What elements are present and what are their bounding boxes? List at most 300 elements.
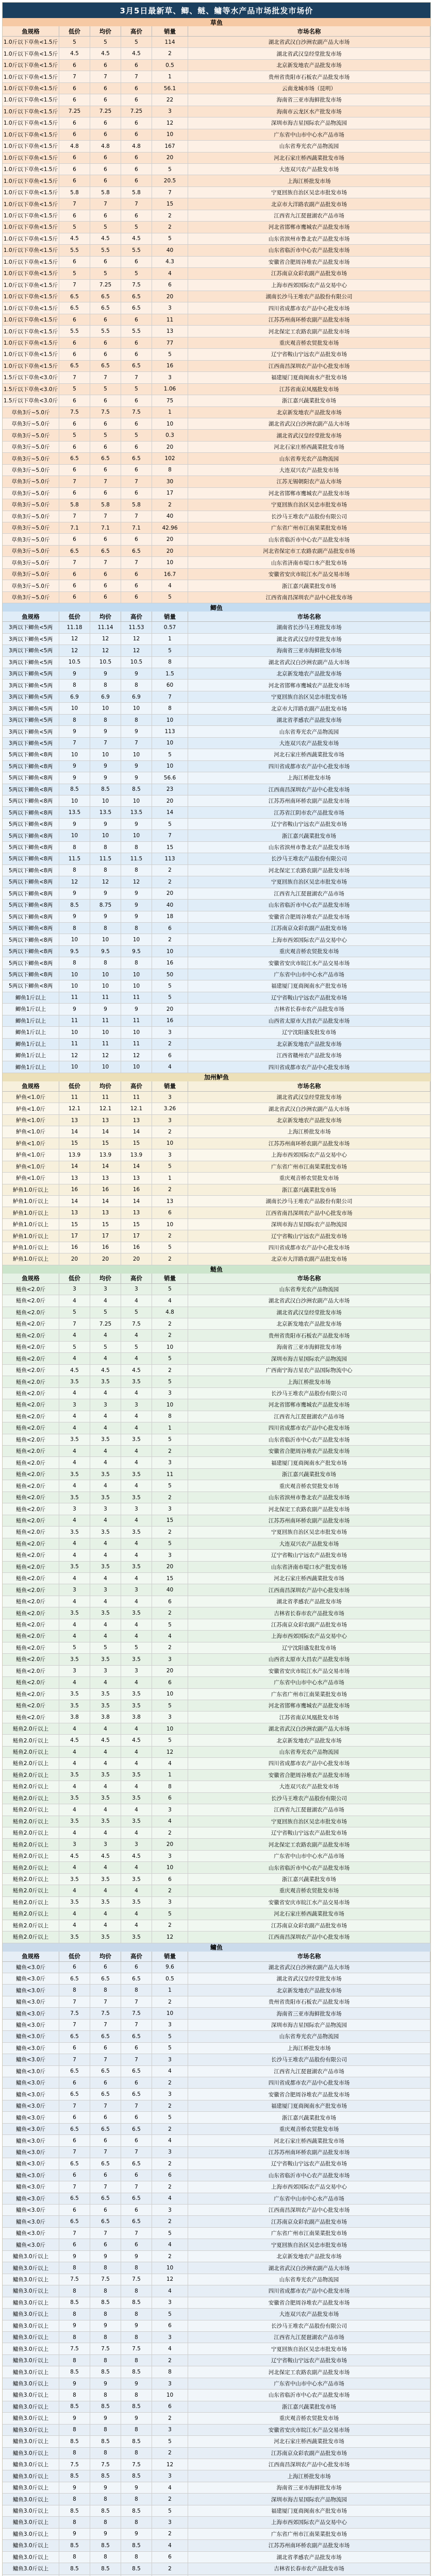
- cell-low: 10: [59, 795, 90, 807]
- cell-spec: 鲢鱼2.0斤以上: [3, 1851, 59, 1862]
- cell-market: 海南省三亚市海鲜批发市场: [188, 2482, 430, 2494]
- cell-low: 7.5: [59, 2459, 90, 2470]
- cell-volume: 5: [152, 1735, 188, 1746]
- cell-high: 16: [121, 1242, 152, 1253]
- cell-market: 江苏南京众彩农副产品批发市场: [188, 923, 430, 934]
- table-row: [3, 511, 430, 522]
- cell-volume: 2: [152, 2529, 188, 2540]
- cell-avg: 10: [90, 1061, 121, 1073]
- table-row: [3, 2100, 430, 2112]
- cell-volume: 4.3: [152, 257, 188, 268]
- cell-high: 8: [121, 957, 152, 969]
- cell-spec: 鲈鱼<1.0斤: [3, 1092, 59, 1103]
- cell-market: 四川省成都市农产品中心批发市场: [188, 2285, 430, 2297]
- cell-avg: 7: [90, 476, 121, 487]
- table-row: [3, 726, 430, 737]
- cell-low: 9: [59, 668, 90, 680]
- header-high: 高价: [121, 1081, 152, 1092]
- cell-avg: 4: [90, 1480, 121, 1492]
- cell-high: 7.5: [121, 2343, 152, 2354]
- cell-low: 5: [59, 1642, 90, 1654]
- cell-high: 8.5: [121, 2505, 152, 2517]
- cell-avg: 5.8: [90, 187, 121, 198]
- cell-market: 安徽省合肥周谷堆农产品批发市场: [188, 1770, 430, 1781]
- cell-market: 上海市西郊国际农产品交易中心: [188, 934, 430, 945]
- cell-spec: 鳙鱼3.0斤以上: [3, 2448, 59, 2459]
- cell-spec: 1.0斤以下草鱼<1.5斤: [3, 280, 59, 291]
- cell-high: 6: [121, 2077, 152, 2089]
- table-row: [3, 2320, 430, 2332]
- cell-low: 11: [59, 1015, 90, 1027]
- cell-high: 4: [121, 1631, 152, 1642]
- cell-high: 9: [121, 772, 152, 784]
- cell-spec: 鳙鱼3.0斤以上: [3, 2459, 59, 2470]
- cell-avg: 3: [90, 1503, 121, 1515]
- table-row: [3, 1862, 430, 1873]
- cell-volume: 2: [152, 2448, 188, 2459]
- cell-avg: 13: [90, 1207, 121, 1218]
- table-row: [3, 1827, 430, 1839]
- table-row: [3, 384, 430, 395]
- cell-spec: 1.0斤以下草鱼<1.5斤: [3, 210, 59, 222]
- cell-high: 3: [121, 1584, 152, 1596]
- cell-high: 6.5: [121, 2193, 152, 2205]
- table-row: [3, 291, 430, 302]
- cell-spec: 鲢鱼<2.0斤: [3, 1399, 59, 1411]
- cell-high: 4: [121, 1295, 152, 1307]
- cell-spec: 鲢鱼<2.0斤: [3, 1411, 59, 1422]
- cell-market: 安徽省合肥周谷堆农产品批发市场: [188, 2089, 430, 2100]
- cell-market: 四川省成都市农产品中心批发市场: [188, 1061, 430, 1073]
- cell-market: 辽宁沈阳盛发批发市场: [188, 1642, 430, 1654]
- table-row: [3, 1330, 430, 1341]
- cell-volume: 5: [152, 2309, 188, 2320]
- cell-high: 11.53: [121, 622, 152, 633]
- cell-avg: 4: [90, 1422, 121, 1434]
- cell-high: 6: [121, 337, 152, 349]
- cell-spec: 5两以下鲫鱼<8两: [3, 923, 59, 934]
- cell-spec: 鳙鱼3.0斤以上: [3, 2378, 59, 2389]
- cell-high: 3.5: [121, 1607, 152, 1619]
- cell-high: 9: [121, 900, 152, 911]
- table-row: [3, 48, 430, 59]
- cell-high: 4: [121, 1388, 152, 1399]
- cell-low: 9: [59, 726, 90, 737]
- table-row: [3, 1973, 430, 1985]
- cell-volume: 15: [152, 1573, 188, 1584]
- cell-spec: 1.0斤以下草鱼<1.5斤: [3, 71, 59, 82]
- cell-spec: 鳙鱼<3.0斤: [3, 2193, 59, 2205]
- cell-spec: 鳙鱼<3.0斤: [3, 2239, 59, 2250]
- cell-avg: 3: [90, 1839, 121, 1850]
- cell-market: 福建厦门夏商闽南水产批发市场: [188, 980, 430, 992]
- cell-spec: 鳙鱼<3.0斤: [3, 2043, 59, 2054]
- table-row: [3, 1422, 430, 1434]
- table-row: [3, 784, 430, 795]
- cell-low: 6: [59, 2205, 90, 2216]
- cell-low: 6.5: [59, 546, 90, 557]
- cell-market: 浙江嘉兴蔬菜批发市场: [188, 1184, 430, 1196]
- cell-high: 10: [121, 830, 152, 841]
- cell-high: 9: [121, 2320, 152, 2332]
- cell-high: 4: [121, 1908, 152, 1920]
- section-title: 加州鲈鱼: [3, 1073, 430, 1081]
- table-row: [3, 2309, 430, 2320]
- cell-volume: 3: [152, 1711, 188, 1723]
- cell-avg: 10: [90, 795, 121, 807]
- cell-low: 7.5: [59, 2274, 90, 2285]
- cell-market: 贵州省贵阳市石板农产品批发市场: [188, 71, 430, 82]
- cell-avg: 9: [90, 2529, 121, 2540]
- cell-volume: 1: [152, 1422, 188, 1434]
- cell-high: 6: [121, 2239, 152, 2250]
- cell-market: 河北保定工农路农副产品批发市场: [188, 326, 430, 337]
- table-row: [3, 1295, 430, 1307]
- cell-avg: 9: [90, 1004, 121, 1015]
- cell-avg: 6.5: [90, 2158, 121, 2170]
- cell-high: 3.5: [121, 1434, 152, 1446]
- cell-market: 山东省滨州市鲁北农产品批发市场: [188, 1492, 430, 1503]
- cell-high: 8: [121, 680, 152, 691]
- cell-low: 9: [59, 1004, 90, 1015]
- cell-volume: 3: [152, 1654, 188, 1665]
- cell-market: 河北保定工农路农副产品批发市场: [188, 1503, 430, 1515]
- cell-high: 4: [121, 1885, 152, 1896]
- cell-volume: 5: [152, 2436, 188, 2447]
- cell-spec: 鲢鱼2.0斤以上: [3, 1827, 59, 1839]
- cell-market: 江西省九江琵琶湖农产品市场: [188, 1411, 430, 1422]
- cell-low: 6.5: [59, 361, 90, 372]
- cell-low: 6: [59, 442, 90, 453]
- cell-volume: 75: [152, 395, 188, 406]
- cell-low: 12.1: [59, 1103, 90, 1114]
- cell-high: 6.5: [121, 2124, 152, 2135]
- cell-spec: 1.0斤以下草鱼<1.5斤: [3, 257, 59, 268]
- cell-market: 江西南昌深圳农产品中心批发市场: [188, 2459, 430, 2470]
- cell-market: 河北石家庄桥西蔬菜批发市场: [188, 1573, 430, 1584]
- cell-market: 山东省寿光农产品物流园: [188, 1747, 430, 1758]
- cell-volume: 5: [152, 349, 188, 360]
- cell-volume: 6: [152, 923, 188, 934]
- cell-high: 12: [121, 876, 152, 888]
- cell-avg: 4: [90, 1723, 121, 1735]
- table-row: [3, 1492, 430, 1503]
- cell-avg: 8: [90, 680, 121, 691]
- cell-spec: 鲢鱼<2.0斤: [3, 1711, 59, 1723]
- cell-market: 安徽省安庆市皖江水产品交易市场: [188, 569, 430, 580]
- header-spec: 鱼规格: [3, 26, 59, 37]
- cell-volume: 2: [152, 499, 188, 511]
- cell-market: 长沙马王堆农产品股份有限公司: [188, 853, 430, 865]
- cell-spec: 鲢鱼<2.0斤: [3, 1619, 59, 1631]
- cell-avg: 11.5: [90, 853, 121, 865]
- cell-volume: 15: [152, 842, 188, 853]
- cell-market: 山西省太原市大昌农产品批发市场: [188, 1015, 430, 1027]
- cell-spec: 3两以下鲫鱼<5两: [3, 622, 59, 633]
- cell-high: 10: [121, 703, 152, 714]
- cell-spec: 鲢鱼2.0斤以上: [3, 1804, 59, 1816]
- cell-market: 江苏省南京凤凰批发市场: [188, 1711, 430, 1723]
- cell-volume: 20: [152, 152, 188, 164]
- cell-market: 上海江桥批发市场: [188, 175, 430, 187]
- cell-market: 安徽省安庆市皖江水产品交易市场: [188, 1897, 430, 1908]
- cell-spec: 1.0斤以下草鱼<1.5斤: [3, 175, 59, 187]
- cell-volume: 6: [152, 2552, 188, 2563]
- cell-avg: 10: [90, 1027, 121, 1038]
- cell-volume: 2: [152, 1642, 188, 1654]
- cell-spec: 鲢鱼<2.0斤: [3, 1284, 59, 1295]
- cell-volume: 113: [152, 726, 188, 737]
- cell-spec: 鲈鱼1.0斤以上: [3, 1253, 59, 1265]
- cell-market: 山东省临沂市中心农产品批发市场: [188, 1434, 430, 1446]
- cell-avg: 9: [90, 2413, 121, 2424]
- cell-spec: 草鱼3斤~5.0斤: [3, 499, 59, 511]
- cell-high: 7: [121, 2054, 152, 2065]
- cell-spec: 1.0斤以下草鱼<1.5斤: [3, 314, 59, 326]
- cell-spec: 5两以下鲫鱼<8两: [3, 888, 59, 900]
- cell-high: 7: [121, 2100, 152, 2112]
- cell-high: 3: [121, 1503, 152, 1515]
- cell-avg: 7.25: [90, 1318, 121, 1330]
- cell-avg: 6: [90, 580, 121, 591]
- table-row: [3, 361, 430, 372]
- cell-high: 9.5: [121, 946, 152, 957]
- cell-low: 9: [59, 2529, 90, 2540]
- cell-avg: 6: [90, 94, 121, 106]
- cell-market: 浙江嘉兴蔬菜批发市场: [188, 395, 430, 406]
- cell-volume: 3: [152, 1897, 188, 1908]
- cell-low: 6: [59, 488, 90, 499]
- cell-volume: 6: [152, 1874, 188, 1885]
- cell-low: 4.5: [59, 233, 90, 245]
- cell-avg: 12.1: [90, 1103, 121, 1114]
- cell-avg: 5.5: [90, 326, 121, 337]
- cell-market: 湖北省武汉白沙洲农副产品大市场: [188, 418, 430, 430]
- cell-market: 江西省九江琵琶湖农产品市场: [188, 1804, 430, 1816]
- cell-volume: 4: [152, 1631, 188, 1642]
- cell-low: 10: [59, 934, 90, 945]
- cell-low: 7: [59, 2228, 90, 2239]
- cell-low: 4: [59, 1677, 90, 1688]
- cell-low: 8: [59, 923, 90, 934]
- cell-high: 14: [121, 1126, 152, 1138]
- cell-spec: 鳙鱼3.0斤以上: [3, 2425, 59, 2436]
- table-row: [3, 465, 430, 476]
- table-row: [3, 1654, 430, 1665]
- cell-low: 9: [59, 761, 90, 772]
- cell-high: 6.5: [121, 302, 152, 314]
- cell-market: 山东省滨州市鲁北农产品批发市场: [188, 842, 430, 853]
- cell-spec: 鲈鱼1.0斤以上: [3, 1207, 59, 1218]
- cell-spec: 草鱼3斤~5.0斤: [3, 453, 59, 464]
- cell-high: 9: [121, 761, 152, 772]
- cell-market: 北京市大洋路农副产品批发市场: [188, 703, 430, 714]
- cell-low: 6: [59, 175, 90, 187]
- table-row: [3, 268, 430, 279]
- table-row: [3, 1376, 430, 1387]
- cell-avg: 6: [90, 418, 121, 430]
- cell-spec: 3两以下鲫鱼<5两: [3, 680, 59, 691]
- header-market: 市场名称: [188, 1274, 430, 1284]
- cell-market: 湖北省武汉白沙洲农副产品大市场: [188, 37, 430, 48]
- cell-volume: 3: [152, 1149, 188, 1161]
- cell-volume: 15: [152, 1515, 188, 1527]
- cell-spec: 鲢鱼2.0斤以上: [3, 1793, 59, 1804]
- cell-market: 山东省寿光农产品物流园: [188, 141, 430, 152]
- cell-volume: 2: [152, 210, 188, 222]
- cell-high: 4: [121, 1827, 152, 1839]
- cell-volume: 2: [152, 2100, 188, 2112]
- cell-high: 5: [121, 1342, 152, 1353]
- cell-low: 10: [59, 830, 90, 841]
- cell-low: 4.5: [59, 48, 90, 59]
- cell-volume: 4: [152, 1061, 188, 1073]
- cell-market: 贵州省贵阳市石板农产品批发市场: [188, 1330, 430, 1341]
- table-row: [3, 2297, 430, 2309]
- table-row: [3, 395, 430, 406]
- header-low: 低价: [59, 1081, 90, 1092]
- cell-volume: 3: [152, 1503, 188, 1515]
- cell-low: 3.5: [59, 1793, 90, 1804]
- cell-market: 浙江嘉兴蔬菜批发市场: [188, 1469, 430, 1480]
- cell-avg: 6: [90, 534, 121, 545]
- cell-high: 9: [121, 2413, 152, 2424]
- cell-volume: 5: [152, 819, 188, 830]
- cell-high: 6: [121, 2170, 152, 2181]
- cell-market: 宁夏回族自治区吴忠市批发市场: [188, 499, 430, 511]
- cell-spec: 鳙鱼<3.0斤: [3, 2170, 59, 2181]
- cell-high: 4: [121, 1804, 152, 1816]
- cell-spec: 鳙鱼<3.0斤: [3, 2181, 59, 2193]
- cell-avg: 8: [90, 2389, 121, 2401]
- cell-avg: 3: [90, 1284, 121, 1295]
- cell-volume: 2: [152, 1885, 188, 1896]
- table-row: [3, 2552, 430, 2563]
- table-row: [3, 1527, 430, 1538]
- table-row: [3, 830, 430, 841]
- cell-market: 河北保定工农路农副产品批发市场: [188, 865, 430, 876]
- cell-market: 上海市西郊国际农产品交易中心: [188, 2181, 430, 2193]
- table-row: [3, 2239, 430, 2250]
- cell-avg: 8.5: [90, 2563, 121, 2574]
- cell-spec: 鲢鱼<2.0斤: [3, 1330, 59, 1341]
- cell-spec: 鲢鱼<2.0斤: [3, 1469, 59, 1480]
- table-row: [3, 1770, 430, 1781]
- cell-market: 湖北省武汉皇经堂批发市场: [188, 1307, 430, 1318]
- cell-high: 7: [121, 198, 152, 210]
- cell-spec: 鳙鱼3.0斤以上: [3, 2505, 59, 2517]
- cell-market: 江苏省江阴市农产品批发市场: [188, 807, 430, 818]
- cell-market: 山东省寿光农产品物流园: [188, 453, 430, 464]
- cell-market: 安徽省合肥周谷堆农产品批发市场: [188, 257, 430, 268]
- cell-low: 10: [59, 703, 90, 714]
- cell-volume: 8: [152, 465, 188, 476]
- cell-high: 8: [121, 2332, 152, 2343]
- cell-market: 上海江桥批发市场: [188, 1376, 430, 1387]
- table-row: [3, 2482, 430, 2494]
- cell-market: 上海市西郊国际农产品交易中心: [188, 1149, 430, 1161]
- cell-volume: 3.26: [152, 1103, 188, 1114]
- section-1: [3, 603, 430, 1073]
- table-row: [3, 819, 430, 830]
- cell-low: 9: [59, 911, 90, 923]
- cell-market: 北京市大洋路农副产品批发市场: [188, 198, 430, 210]
- cell-low: 4: [59, 1908, 90, 1920]
- table-row: [3, 934, 430, 945]
- cell-high: 7: [121, 511, 152, 522]
- cell-volume: 10: [152, 1342, 188, 1353]
- table-row: [3, 992, 430, 1004]
- cell-spec: 5两以下鲫鱼<8两: [3, 980, 59, 992]
- header-low: 低价: [59, 1952, 90, 1962]
- cell-low: 3: [59, 1399, 90, 1411]
- cell-market: 安徽省安庆市皖江水产品交易市场: [188, 957, 430, 969]
- cell-high: 4.5: [121, 1851, 152, 1862]
- cell-volume: 14: [152, 807, 188, 818]
- cell-spec: 鳙鱼<3.0斤: [3, 2158, 59, 2170]
- cell-low: 8: [59, 2285, 90, 2297]
- cell-avg: 4: [90, 1862, 121, 1873]
- cell-market: 河北石家庄桥西蔬菜批发市场: [188, 152, 430, 164]
- cell-volume: 10: [152, 715, 188, 726]
- cell-spec: 鳙鱼<3.0斤: [3, 2054, 59, 2065]
- cell-spec: 鲢鱼2.0斤以上: [3, 1931, 59, 1943]
- cell-avg: 4: [90, 1457, 121, 1468]
- cell-volume: 2: [152, 876, 188, 888]
- table-row: [3, 280, 430, 291]
- cell-avg: 9: [90, 772, 121, 784]
- cell-high: 6.5: [121, 546, 152, 557]
- cell-volume: 3: [152, 1457, 188, 1468]
- cell-low: 10.5: [59, 657, 90, 668]
- cell-high: 6: [121, 2135, 152, 2146]
- section-4: [3, 1943, 430, 2576]
- cell-high: 6: [121, 465, 152, 476]
- cell-avg: 6: [90, 60, 121, 71]
- table-row: [3, 1365, 430, 1376]
- cell-avg: 4: [90, 1827, 121, 1839]
- table-row: [3, 2193, 430, 2205]
- cell-market: 上海江桥批发市场: [188, 1126, 430, 1138]
- cell-high: 7: [121, 2147, 152, 2158]
- cell-volume: 50: [152, 969, 188, 980]
- cell-market: 福建厦门夏商闽南水产批发市场: [188, 1457, 430, 1468]
- cell-market: 长沙马王堆农产品股份有限公司: [188, 1388, 430, 1399]
- cell-high: 10: [121, 749, 152, 760]
- cell-low: 10: [59, 1061, 90, 1073]
- cell-market: 广东省中山市中心水产品市场: [188, 2193, 430, 2205]
- cell-high: 8: [121, 2517, 152, 2528]
- table-body: [3, 37, 430, 603]
- cell-spec: 5两以下鲫鱼<8两: [3, 911, 59, 923]
- cell-low: 3.5: [59, 1527, 90, 1538]
- cell-spec: 5两以下鲫鱼<8两: [3, 946, 59, 957]
- cell-low: 6: [59, 2239, 90, 2250]
- cell-high: 8: [121, 865, 152, 876]
- cell-avg: 3.5: [90, 1689, 121, 1700]
- cell-high: 9: [121, 888, 152, 900]
- cell-high: 8: [121, 2355, 152, 2366]
- cell-avg: 4.5: [90, 1365, 121, 1376]
- cell-high: 6: [121, 1962, 152, 1973]
- cell-market: 广东省中山市中心水产品市场: [188, 1851, 430, 1862]
- cell-high: 4: [121, 1747, 152, 1758]
- table-row: [3, 326, 430, 337]
- cell-market: 辽宁省鞍山宁远农产品批发市场: [188, 819, 430, 830]
- cell-spec: 草鱼3斤~5.0斤: [3, 580, 59, 591]
- cell-volume: 2: [152, 934, 188, 945]
- cell-spec: 鲈鱼1.0斤以上: [3, 1230, 59, 1242]
